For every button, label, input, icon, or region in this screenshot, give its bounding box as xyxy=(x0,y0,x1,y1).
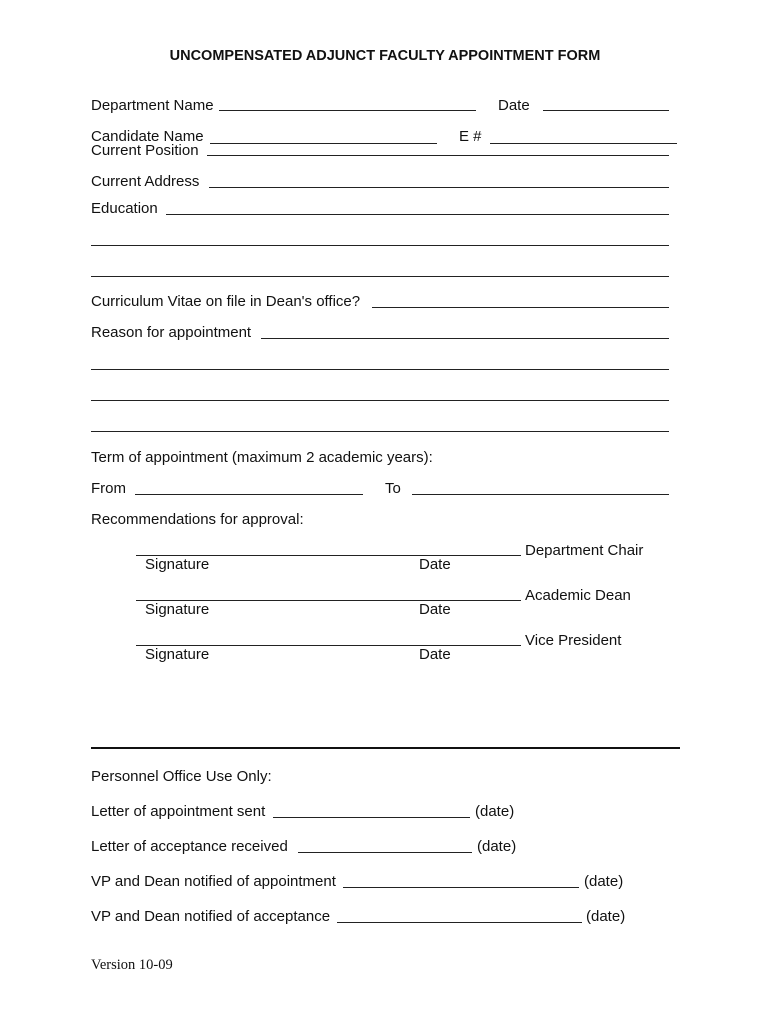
from-field[interactable] xyxy=(135,494,363,495)
letter-acceptance-received-label: Letter of acceptance received xyxy=(91,838,288,855)
page-title: UNCOMPENSATED ADJUNCT FACULTY APPOINTMENT FORM xyxy=(169,48,601,64)
letter-appointment-sent-field[interactable] xyxy=(273,817,470,818)
date-suffix: (date) xyxy=(586,908,626,925)
date-suffix: (date) xyxy=(475,803,515,820)
reason-field-line-4[interactable] xyxy=(91,431,669,432)
signature-label: Signature xyxy=(145,556,210,573)
date-label: Date xyxy=(498,97,530,114)
cv-on-file-label: Curriculum Vitae on file in Dean's office? xyxy=(91,293,361,310)
vp-dean-notified-appointment-label: VP and Dean notified of appointment xyxy=(91,873,336,890)
signature-date-label: Date xyxy=(419,556,451,573)
current-position-field[interactable] xyxy=(207,155,669,156)
signature-label: Signature xyxy=(145,646,210,663)
academic-dean-label: Academic Dean xyxy=(525,587,631,604)
reason-field-line-2[interactable] xyxy=(91,369,669,370)
date-field[interactable] xyxy=(543,110,669,111)
to-label: To xyxy=(385,480,401,497)
cv-on-file-field[interactable] xyxy=(372,307,669,308)
letter-acceptance-received-field[interactable] xyxy=(298,852,472,853)
signature-label: Signature xyxy=(145,601,210,618)
current-address-field[interactable] xyxy=(209,187,669,188)
reason-field[interactable] xyxy=(261,338,669,339)
to-field[interactable] xyxy=(412,494,669,495)
e-number-field[interactable] xyxy=(490,143,677,144)
department-name-label: Department Name xyxy=(91,97,214,114)
education-label: Education xyxy=(91,200,158,217)
from-label: From xyxy=(91,480,126,497)
education-field[interactable] xyxy=(166,214,669,215)
education-field-line-3[interactable] xyxy=(91,276,669,277)
candidate-name-field[interactable] xyxy=(210,143,437,144)
education-field-line-2[interactable] xyxy=(91,245,669,246)
recommendations-label: Recommendations for approval: xyxy=(91,511,304,528)
department-name-field[interactable] xyxy=(219,110,476,111)
personnel-office-heading: Personnel Office Use Only: xyxy=(91,768,272,785)
e-number-label: E # xyxy=(459,128,482,145)
reason-label: Reason for appointment xyxy=(91,324,252,341)
candidate-name-label: Candidate Name xyxy=(91,128,204,145)
current-address-label: Current Address xyxy=(91,173,200,190)
signature-date-label: Date xyxy=(419,646,451,663)
date-suffix: (date) xyxy=(477,838,517,855)
department-chair-label: Department Chair xyxy=(525,542,644,559)
reason-field-line-3[interactable] xyxy=(91,400,669,401)
current-position-label: Current Position xyxy=(91,142,199,159)
date-suffix: (date) xyxy=(584,873,624,890)
letter-appointment-sent-label: Letter of appointment sent xyxy=(91,803,266,820)
signature-date-label: Date xyxy=(419,601,451,618)
vp-dean-notified-appointment-field[interactable] xyxy=(343,887,579,888)
vice-president-label: Vice President xyxy=(525,632,622,649)
section-divider xyxy=(91,747,680,749)
term-label: Term of appointment (maximum 2 academic years): xyxy=(91,449,433,466)
vp-dean-notified-acceptance-field[interactable] xyxy=(337,922,582,923)
vp-dean-notified-acceptance-label: VP and Dean notified of acceptance xyxy=(91,908,331,925)
version-label: Version 10-09 xyxy=(91,957,173,973)
